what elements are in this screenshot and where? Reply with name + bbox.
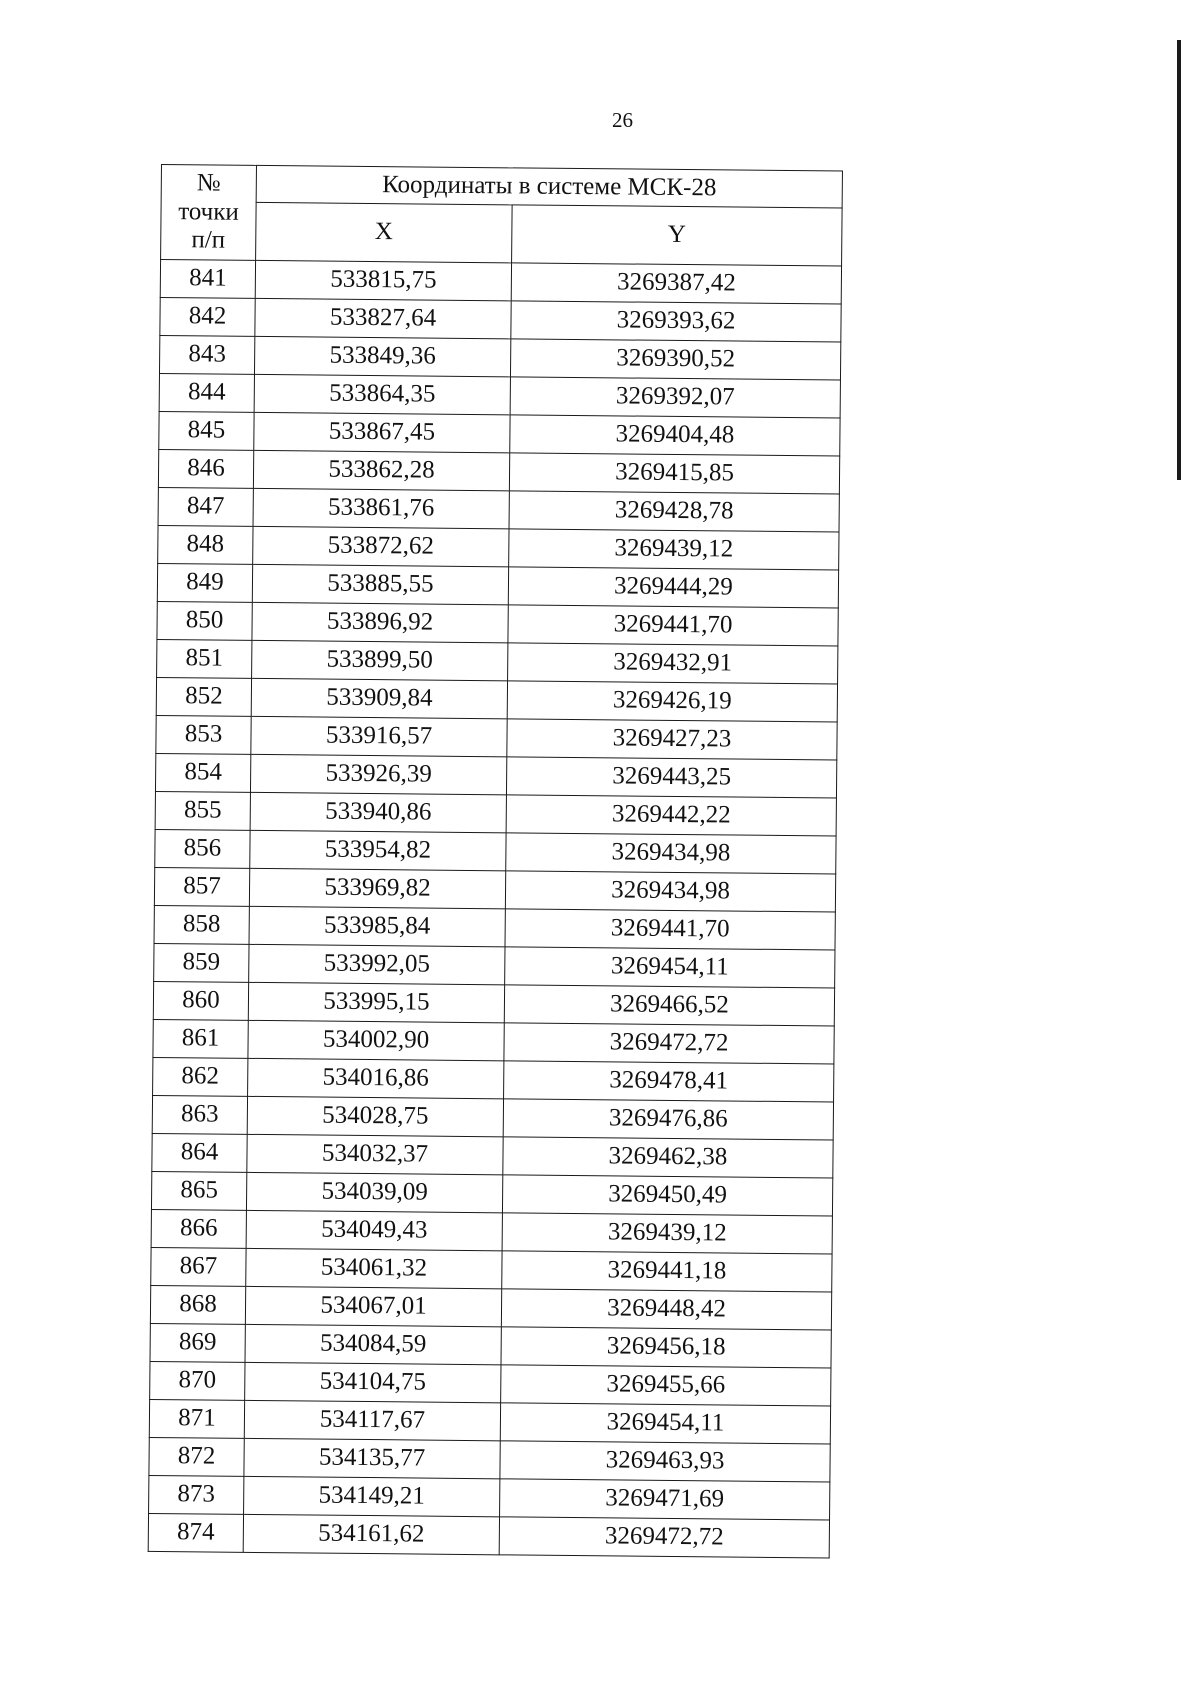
table-row (155, 791, 836, 836)
x-coordinate-cell: 534049,43 (246, 1210, 502, 1250)
x-coordinate-cell: 533872,62 (253, 526, 509, 566)
x-coordinate-cell: 533849,36 (254, 336, 510, 376)
y-coordinate-cell: 3269442,22 (506, 795, 836, 836)
y-coordinate-cell: 3269432,91 (508, 643, 838, 684)
y-coordinate-cell: 3269428,78 (509, 491, 839, 532)
coordinates-system-header: Координаты в системе МСК-28 (256, 165, 842, 208)
y-coordinate-cell: 3269448,42 (501, 1289, 831, 1330)
x-coordinate-cell: 533992,05 (249, 944, 505, 984)
point-number-cell: 867 (151, 1247, 246, 1286)
point-number-cell: 850 (157, 601, 252, 640)
y-coordinate-cell: 3269450,49 (502, 1175, 832, 1216)
point-number-cell: 853 (156, 715, 251, 754)
point-number-cell: 862 (153, 1057, 248, 1096)
table-row (150, 1285, 831, 1330)
point-number-cell: 857 (154, 867, 249, 906)
point-number-header (161, 165, 257, 261)
table-row (151, 1171, 832, 1216)
x-coordinate-cell: 533916,57 (251, 716, 507, 756)
point-number-cell: 865 (151, 1171, 246, 1210)
table-row (160, 297, 841, 342)
x-coordinate-cell: 533827,64 (255, 298, 511, 338)
y-coordinate-cell: 3269443,25 (506, 757, 836, 798)
table-row (157, 639, 838, 684)
y-coordinate-cell: 3269387,42 (511, 263, 841, 304)
table-row (148, 1513, 829, 1558)
table-row (154, 867, 835, 912)
x-column-header: X (256, 202, 513, 262)
point-number-cell: 854 (155, 753, 250, 792)
table-row (156, 715, 837, 760)
y-coordinate-cell: 3269434,98 (505, 871, 835, 912)
point-number-cell: 873 (149, 1475, 244, 1514)
x-coordinate-cell: 534149,21 (244, 1476, 500, 1516)
x-coordinate-cell: 534028,75 (247, 1096, 503, 1136)
table-row (159, 373, 840, 418)
table-subheader-row (161, 202, 843, 267)
x-coordinate-cell: 534002,90 (248, 1020, 504, 1060)
x-coordinate-cell: 533969,82 (249, 868, 505, 908)
point-number-cell: 869 (150, 1323, 245, 1362)
y-coordinate-cell: 3269392,07 (510, 377, 840, 418)
x-coordinate-cell: 533862,28 (253, 450, 509, 490)
table-row (154, 905, 835, 950)
table-row (160, 260, 841, 305)
point-number-cell: 841 (160, 260, 255, 299)
point-number-cell: 846 (158, 449, 253, 488)
x-coordinate-cell: 534084,59 (245, 1324, 501, 1364)
table-row (158, 487, 839, 532)
point-number-cell: 870 (150, 1361, 245, 1400)
y-coordinate-cell: 3269404,48 (510, 415, 840, 456)
y-coordinate-cell: 3269441,70 (508, 605, 838, 646)
y-coordinate-cell: 3269444,29 (508, 567, 838, 608)
y-coordinate-cell: 3269393,62 (511, 301, 841, 342)
x-coordinate-cell: 534039,09 (246, 1172, 502, 1212)
point-number-cell: 868 (150, 1285, 245, 1324)
y-coordinate-cell: 3269455,66 (501, 1365, 831, 1406)
point-number-cell: 858 (154, 905, 249, 944)
table-row (153, 1057, 834, 1102)
x-coordinate-cell: 533985,84 (249, 906, 505, 946)
x-coordinate-cell: 533885,55 (252, 564, 508, 604)
table-row (159, 335, 840, 380)
point-number-cell: 860 (153, 981, 248, 1020)
x-coordinate-cell: 533909,84 (251, 678, 507, 718)
scan-edge-mark (1177, 40, 1181, 480)
table-row (158, 449, 839, 494)
y-coordinate-cell: 3269462,38 (503, 1137, 833, 1178)
point-number-cell: 856 (155, 829, 250, 868)
x-coordinate-cell: 534061,32 (246, 1248, 502, 1288)
point-number-cell: 844 (159, 373, 254, 412)
point-number-cell: 847 (158, 487, 253, 526)
x-coordinate-cell: 533864,35 (254, 374, 510, 414)
x-coordinate-cell: 533995,15 (248, 982, 504, 1022)
point-word: точки (178, 197, 239, 226)
y-coordinate-cell: 3269426,19 (507, 681, 837, 722)
y-coordinate-cell: 3269478,41 (504, 1061, 834, 1102)
x-coordinate-cell: 533867,45 (254, 412, 510, 452)
ordinal-abbrev: п/п (191, 226, 226, 254)
table-row (153, 981, 834, 1026)
y-column-header: Y (512, 205, 843, 266)
table-row (152, 1133, 833, 1178)
y-coordinate-cell: 3269466,52 (504, 985, 834, 1026)
table-row (158, 525, 839, 570)
y-coordinate-cell: 3269439,12 (509, 529, 839, 570)
x-coordinate-cell: 533926,39 (250, 754, 506, 794)
table-row (150, 1361, 831, 1406)
table-row (151, 1247, 832, 1292)
point-number-cell: 871 (149, 1399, 244, 1438)
table-row (149, 1399, 830, 1444)
x-coordinate-cell: 534135,77 (244, 1438, 500, 1478)
x-coordinate-cell: 533861,76 (253, 488, 509, 528)
table-row (150, 1323, 831, 1368)
table-row (159, 411, 840, 456)
table-row (149, 1437, 830, 1482)
number-sign: № (196, 169, 221, 197)
table-row (151, 1209, 832, 1254)
point-number-cell: 872 (149, 1437, 244, 1476)
y-coordinate-cell: 3269441,70 (505, 909, 835, 950)
table-row (155, 829, 836, 874)
y-coordinate-cell: 3269454,11 (505, 947, 835, 988)
y-coordinate-cell: 3269454,11 (500, 1403, 830, 1444)
point-number-cell: 864 (152, 1133, 247, 1172)
coordinates-table (148, 164, 843, 1558)
x-coordinate-cell: 533954,82 (250, 830, 506, 870)
point-number-cell: 849 (157, 563, 252, 602)
point-number-cell: 851 (157, 639, 252, 678)
x-coordinate-cell: 533899,50 (252, 640, 508, 680)
point-number-cell: 859 (154, 943, 249, 982)
y-coordinate-cell: 3269434,98 (506, 833, 836, 874)
y-coordinate-cell: 3269439,12 (502, 1213, 832, 1254)
x-coordinate-cell: 534067,01 (245, 1286, 501, 1326)
x-coordinate-cell: 534104,75 (245, 1362, 501, 1402)
point-number-cell: 852 (156, 677, 251, 716)
point-number-cell: 855 (155, 791, 250, 830)
x-coordinate-cell: 533896,92 (252, 602, 508, 642)
table-row (152, 1095, 833, 1140)
y-coordinate-cell: 3269472,72 (504, 1023, 834, 1064)
point-number-cell: 848 (158, 525, 253, 564)
point-number-cell: 863 (152, 1095, 247, 1134)
point-number-cell: 845 (159, 411, 254, 450)
x-coordinate-cell: 534117,67 (244, 1400, 500, 1440)
y-coordinate-cell: 3269463,93 (500, 1441, 830, 1482)
table-row (153, 1019, 834, 1064)
y-coordinate-cell: 3269456,18 (501, 1327, 831, 1368)
point-number-cell: 843 (159, 335, 254, 374)
x-coordinate-cell: 534161,62 (243, 1514, 499, 1554)
x-coordinate-cell: 533940,86 (250, 792, 506, 832)
y-coordinate-cell: 3269427,23 (507, 719, 837, 760)
point-number-cell: 866 (151, 1209, 246, 1248)
y-coordinate-cell: 3269472,72 (499, 1517, 829, 1558)
table-row (154, 943, 835, 988)
x-coordinate-cell: 534032,37 (247, 1134, 503, 1174)
point-number-cell: 842 (160, 297, 255, 336)
y-coordinate-cell: 3269471,69 (500, 1479, 830, 1520)
y-coordinate-cell: 3269390,52 (510, 339, 840, 380)
point-number-cell: 861 (153, 1019, 248, 1058)
table-row (156, 677, 837, 722)
table-row (155, 753, 836, 798)
page-number: 26 (612, 108, 633, 132)
x-coordinate-cell: 534016,86 (248, 1058, 504, 1098)
y-coordinate-cell: 3269415,85 (509, 453, 839, 494)
y-coordinate-cell: 3269441,18 (502, 1251, 832, 1292)
table-row (157, 563, 838, 608)
table-row (149, 1475, 830, 1520)
table-row (157, 601, 838, 646)
y-coordinate-cell: 3269476,86 (503, 1099, 833, 1140)
x-coordinate-cell: 533815,75 (255, 260, 511, 300)
point-number-cell: 874 (148, 1513, 243, 1552)
